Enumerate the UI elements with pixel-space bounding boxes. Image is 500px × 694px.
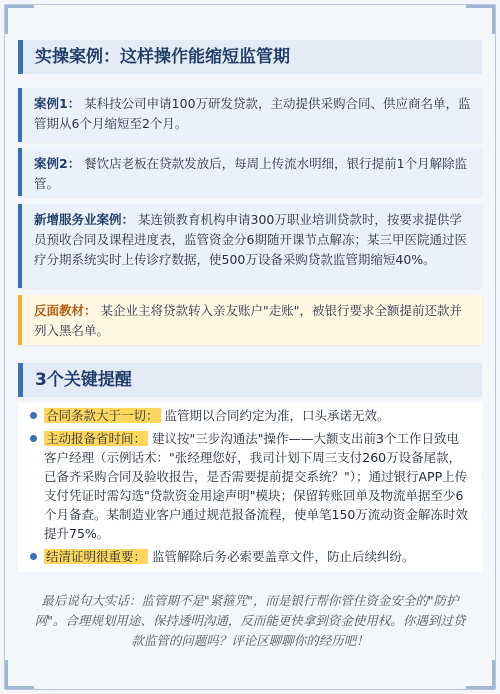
bullet-icon (30, 553, 37, 560)
case-label: 反面教材： (34, 303, 97, 318)
tip-text: 建议按"三步沟通法"操作——大额支出前3个工作日致电客户经理（示例话术："张经理您好，我司计划下周三支付260万设备尾款，已备齐采购合同及验收报告，是否需要提前提交系统？"）；通过银行APP上传支付凭证时需勾选"贷款资金用途声明"模块；保留转账回单及物流单据至少6个月备查。某制造业客户通过规范报备流程，使单笔150万流动资金解冻时效提升75%。 (44, 431, 468, 541)
closing-remark: 最后说句大实话：监管期不是"紧箍咒"，而是银行帮你管住资金安全的"防护网"。合理规划用途、保持透明沟通，反而能更快拿到资金使用权。你遇到过贷款监管的问题吗？评论区聊聊你的经历吧！ (34, 593, 466, 648)
section-title-tips: 3个关键提醒 (18, 363, 482, 397)
tip-item (30, 547, 470, 566)
corner-decoration (5, 660, 34, 689)
tip-text: 监管解除后务必索要盖章文件，防止后续纠纷。 (148, 549, 415, 564)
case-label: 新增服务业案例： (34, 212, 135, 227)
tip-item (30, 406, 470, 425)
corner-decoration (466, 660, 495, 689)
case-card-negative (18, 295, 482, 345)
case-card-1 (18, 88, 482, 142)
case-text: 某科技公司申请100万研发贷款，主动提供采购合同、供应商名单，监管期从6个月缩短至2个月。 (34, 96, 471, 131)
corner-decoration (5, 5, 34, 34)
case-text: 餐饮店老板在贷款发放后，每周上传流水明细，银行提前1个月解除监管。 (34, 156, 468, 191)
bullet-icon (30, 412, 37, 419)
tip-label: 结清证明很重要： (46, 549, 147, 564)
bullet-icon (30, 435, 37, 442)
case-card-2 (18, 148, 482, 196)
tips-list (18, 402, 482, 572)
case-label: 案例2： (34, 156, 81, 171)
case-card-service (18, 204, 482, 288)
corner-decoration (466, 5, 495, 34)
tip-label: 主动报备省时间： (46, 431, 147, 446)
section-title-cases: 实操案例：这样操作能缩短监管期 (18, 40, 482, 74)
case-label: 案例1： (34, 96, 81, 111)
tip-text: 监管期以合同约定为准，口头承诺无效。 (160, 408, 390, 423)
tip-label: 合同条款大于一切： (46, 408, 159, 423)
tip-item (30, 429, 470, 543)
case-text: 某连锁教育机构申请300万职业培训贷款时，按要求提供学员预收合同及课程进度表，监管资金分6期随开课节点解冻；某三甲医院通过医疗分期系统实时上传诊疗数据，使500万设备采购贷款监管期缩短40%。 (34, 212, 467, 267)
case-text: 某企业主将贷款转入亲友账户"走账"，被银行要求全额提前还款并列入黑名单。 (34, 303, 462, 338)
